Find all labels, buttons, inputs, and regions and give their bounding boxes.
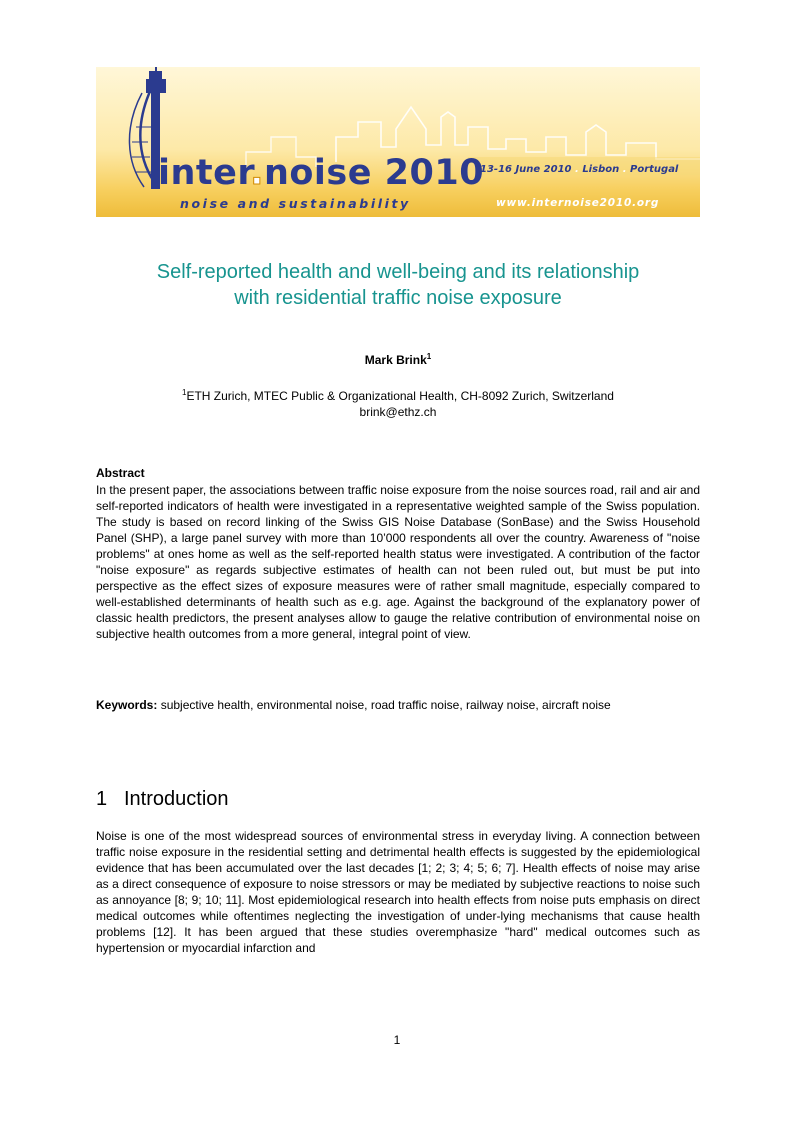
page-number: 1	[393, 1033, 401, 1047]
author-name: Mark Brink$^1$	[364, 352, 432, 367]
conference-dates: 13-16 June 2010 . Lisbon . Portugal	[480, 164, 679, 175]
title-line-2: with residential traffic noise exposure	[234, 287, 562, 309]
abstract-text: In the present paper, the associations between traffic noise exposure from the noise sources road, rail and air and self-reported indicators of health were investigated in a representative weighted sample of the Swiss population. The study is based on record linking of the Swiss GIS Noise Database (SonBase) and the Swiss Household Panel (SHP), a large panel survey with more than 10’000 respondents all over the country. Awareness of "noise problems" at ones home as well as the self-reported health status were investigated. A contribution of the factor "noise exposure" as regards subjective estimates of health can not been ruled out, but must be put into perspective as the effect sizes of exposure measures were of rather small magnitude, especially compared to well-established determinants of health such as e.g. age. Against the background of the explanatory power of classic health predictors, the present analyses allow to gauge the relative contribution of environmental noise on subjective health outcomes from a more general, integral point of view.	[96, 483, 700, 641]
conference-tagline: noise and sustainability	[180, 196, 411, 211]
author-email: brink@ethz.ch	[359, 405, 437, 419]
introduction-text: Noise is one of the most widespread sources of environmental stress in everyday living. A connection between traffic noise exposure in the residential setting and detrimental health effects is suggested by the epidemiological evidence that has been accumulated over the last decades [1; 2; 3; 4; 5; 6; 7]. Health effects of noise may arise as a direct consequence of exposure to noise stressors or may be mediated by subjective reactions to noise such as annoyance [8; 9; 10; 11]. Most epidemiological research into health effects from noise puts emphasis on direct medical outcomes while oftentimes neglecting the investigation of under-lying mechanisms that cause health problems [12]. It has been argued that these studies overemphasize "hard" medical outcomes such as hypertension or myocardial infarction and	[96, 829, 700, 955]
conference-url: www.internoise2010.org	[496, 197, 660, 209]
paper-title	[96, 259, 700, 311]
affiliation: $^1$ETH Zurich, MTEC Public & Organizational Health, CH-8092 Zurich, Switzerland brink@ethz.ch	[96, 385, 700, 420]
title-line-1: Self-reported health and well-being and its relationship	[156, 261, 640, 283]
section-heading-introduction: 1 Introduction	[96, 788, 229, 810]
keywords: Keywords: subjective health, environmental noise, road traffic noise, railway noise, aircraft noise	[96, 698, 611, 712]
conference-banner	[96, 67, 700, 217]
conference-brand: inter.noise 2010	[158, 153, 485, 193]
abstract-heading: Abstract	[96, 466, 145, 480]
lisbon-skyline-illustration	[96, 67, 700, 217]
